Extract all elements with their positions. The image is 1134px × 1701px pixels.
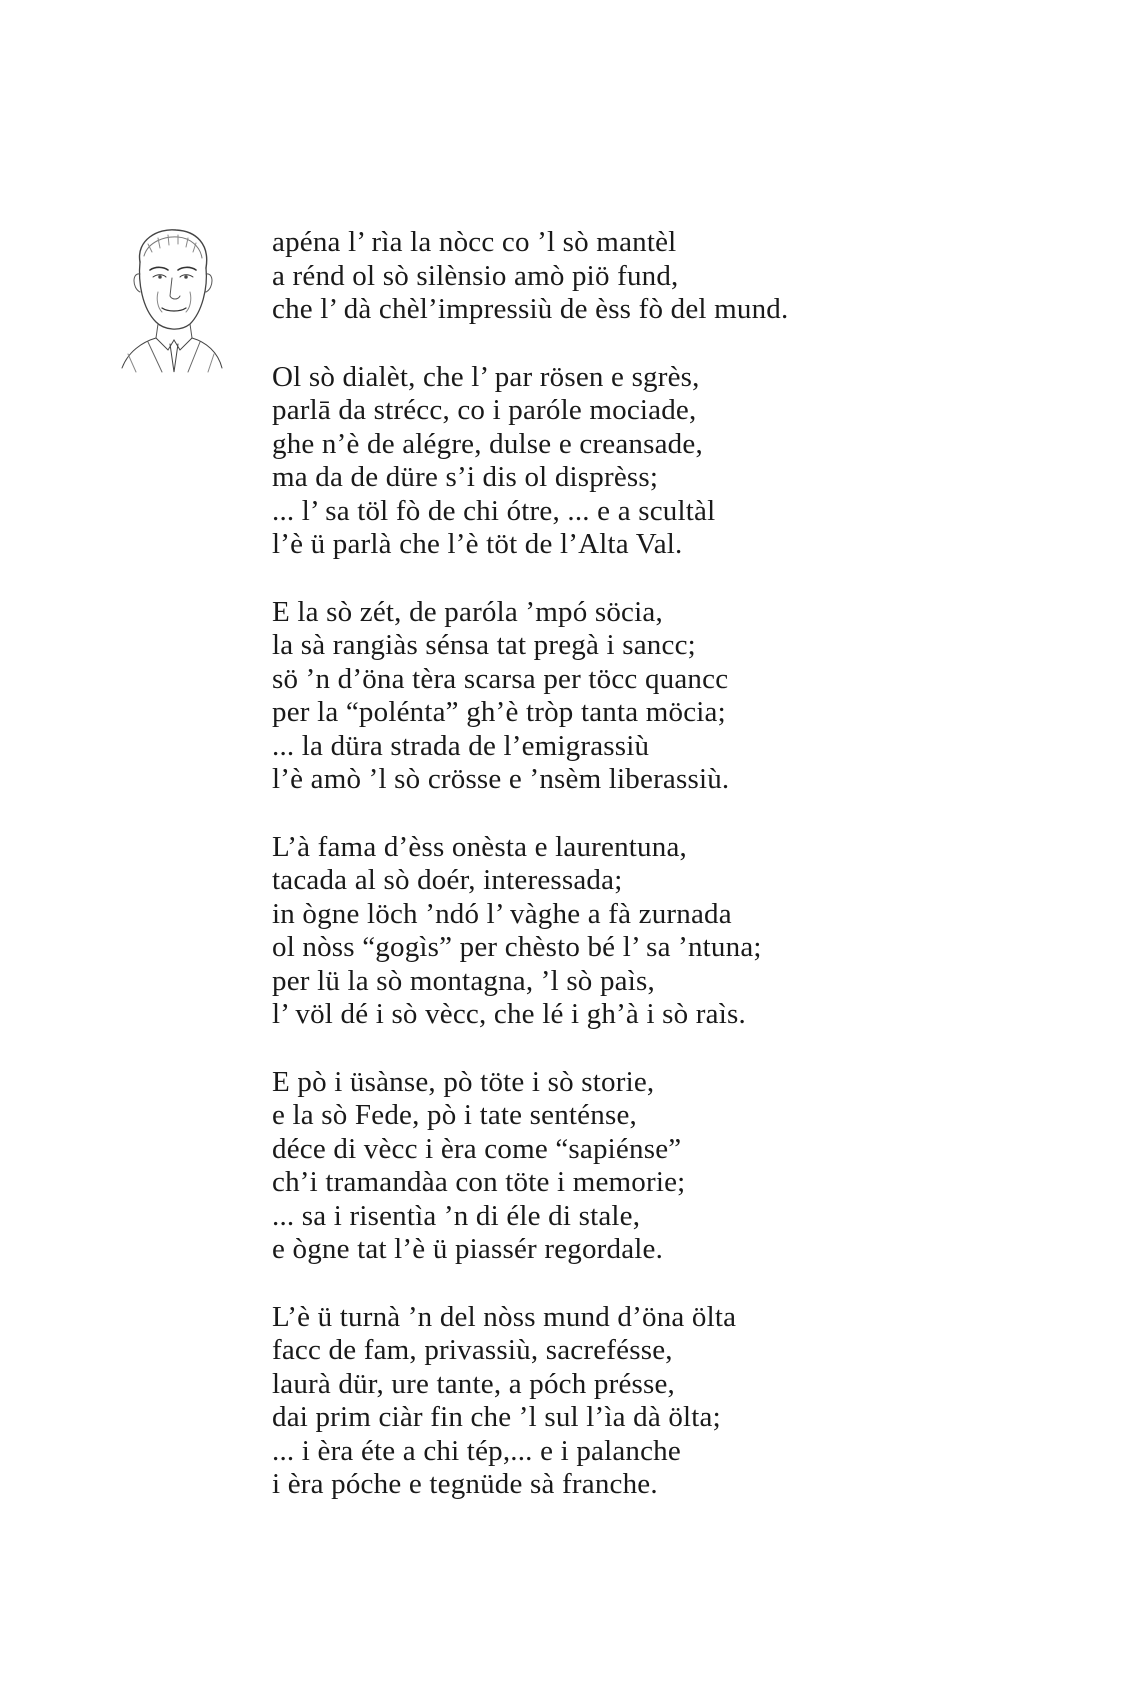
stanza (272, 361, 1112, 562)
poem-line: E la sò zét, de paróla ’mpó söcia, (272, 595, 663, 628)
stanza (272, 1301, 1112, 1502)
poem-line: e ògne tat l’è ü piassér regordale. (272, 1233, 664, 1265)
poem-line: Ol sò dialèt, che l’ par rösen e sgrès, (272, 360, 700, 393)
poem-line: déce di vècc i èra come “sapiénse” (272, 1132, 682, 1165)
poem-line: parlā da strécc, co i paróle mociade, (272, 394, 697, 426)
poem-line: a rénd ol sò silènsio amò piö fund, (272, 259, 679, 292)
poem-line: L’à fama d’èss onèsta e laurentuna, (272, 830, 687, 863)
poem-line: laurà dür, ure tante, a póch présse, (272, 1367, 676, 1400)
poem-line: in ògne löch ’ndó l’ vàghe a fà zurnada (272, 897, 732, 930)
poem-line: la sà rangiàs sénsa tat pregà i sancc; (272, 629, 696, 661)
poem-line: i èra póche e tegnüde sà franche. (272, 1468, 658, 1500)
poem-line: l’ völ dé i sò vècc, che lé i gh’à i sò raìs. (272, 998, 746, 1030)
poem-line: ghe n’è de alégre, dulse e creansade, (272, 427, 703, 460)
poem-line: ... sa i risentìa ’n di éle di stale, (272, 1199, 641, 1232)
poem-line: per la “polénta” gh’è tròp tanta möcia; (272, 696, 726, 728)
poem-line: L’è ü turnà ’n del nòss mund d’öna ölta (272, 1300, 737, 1333)
poem-line: ... i èra éte a chi tép,... e i palanche (272, 1434, 681, 1467)
poem-line: apéna l’ rìa la nòcc co ’l sò mantèl (272, 226, 677, 258)
poem-line: per lü la sò montagna, ’l sò paìs, (272, 964, 655, 997)
portrait-sketch-icon (118, 222, 224, 380)
poem-line: l’è ü parlà che l’è töt de l’Alta Val. (272, 528, 683, 560)
poem-line: dai prim ciàr fin che ’l sul l’ìa dà ölta; (272, 1401, 721, 1433)
poem-line: tacada al sò doér, interessada; (272, 864, 623, 896)
poem-line: facc de fam, privassiù, sacrefésse, (272, 1334, 673, 1366)
poem-line: ol nòss “gogìs” per chèsto bé l’ sa ’ntuna; (272, 931, 762, 963)
stanza (272, 226, 1112, 327)
poem-line: E pò i üsànse, pò töte i sò storie, (272, 1065, 655, 1098)
poem-line: ma da de düre s’i dis ol disprèss; (272, 461, 659, 493)
poem-line: ch’i tramandàa con töte i memorie; (272, 1166, 686, 1198)
stanza (272, 1066, 1112, 1267)
stanza (272, 596, 1112, 797)
poem-line: sö ’n d’öna tèra scarsa per töcc quancc (272, 662, 729, 695)
poem-line: ... la düra strada de l’emigrassiù (272, 729, 650, 762)
poem-line: e la sò Fede, pò i tate senténse, (272, 1099, 637, 1131)
stanza (272, 831, 1112, 1032)
poem-line: l’è amò ’l sò crösse e ’nsèm liberassiù. (272, 763, 730, 795)
poem-line: che l’ dà chèl’impressiù de èss fò del mund. (272, 293, 789, 325)
poem-line: ... l’ sa töl fò de chi ótre, ... e a scultàl (272, 494, 716, 527)
poem (272, 226, 1112, 1536)
